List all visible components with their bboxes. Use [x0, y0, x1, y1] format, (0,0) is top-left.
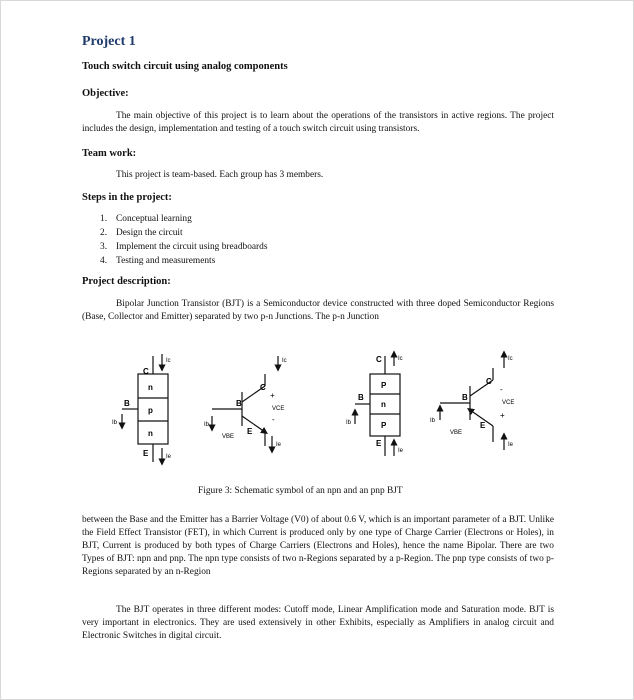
npn-vce-plus: +	[270, 391, 275, 400]
npn-region-middle: p	[148, 406, 153, 415]
pnp-symbol-ib-label: Ib	[430, 418, 436, 424]
npn-block-ie-label: Ie	[166, 454, 172, 460]
project-description-heading: Project description:	[82, 276, 171, 287]
pnp-region-top: P	[381, 381, 387, 390]
objective-heading: Objective:	[82, 88, 129, 99]
page-title: Project 1	[82, 34, 136, 49]
description-paragraph-2: between the Base and the Emitter has a Barrier Voltage (V0) of about 0.6 V, which is an important parameter of a BJT. Unlike the Field Effect Transistor (FET), in which Current is produced only by one type of Charge Carrier (Electrons or Holes), in BJT, Current is produced by both types of Charge Carriers (Electrons and Holes), hence the name Bipolar. There are two Types of BJT: npn and pnp. The npn type consists of two n-Regions separated by a p-Region. The pnp type consists of two p-Regions separated by an n-Region	[82, 515, 554, 577]
pnp-symbol-b-label: B	[462, 393, 468, 402]
list-item: 3. Implement the circuit using breadboards	[100, 242, 268, 252]
steps-heading: Steps in the project:	[82, 192, 172, 203]
pnp-block-ic-label: Ic	[398, 356, 403, 362]
figure-caption: Figure 3: Schematic symbol of an npn and an pnp BJT	[198, 486, 403, 496]
steps-list	[100, 212, 268, 268]
pnp-block-e-label: E	[376, 439, 382, 448]
npn-block-ic-label: Ic	[166, 358, 171, 364]
pnp-vce-plus: +	[500, 411, 505, 420]
npn-block-ib-label: Ib	[112, 420, 118, 426]
npn-region-top: n	[148, 383, 153, 392]
npn-block-c-label: C	[143, 367, 149, 376]
pnp-symbol-e-label: E	[480, 421, 486, 430]
pnp-block-c-label: C	[376, 355, 382, 364]
list-item: 1. Conceptual learning	[100, 214, 192, 224]
description-paragraph-3: The BJT operates in three different modes: Cutoff mode, Linear Amplification mode and Saturation mode. BJT is very important in electronics. They are used extensively in other Exhibits, especially as Amplifiers in analog circuit and Electronic Switches in digital circuit.	[82, 605, 554, 641]
objective-text: The main objective of this project is to learn about the operations of the transistors in active regions. The project includes the design, implementation and testing of a touch switch circuit using transistors.	[82, 111, 554, 134]
pnp-symbol-ie-label: Ie	[508, 442, 514, 448]
pnp-block-ib-label: Ib	[346, 420, 352, 426]
npn-region-bottom: n	[148, 429, 153, 438]
pnp-region-bottom: P	[381, 421, 387, 430]
team-work-text: This project is team-based. Each group has 3 members.	[116, 170, 324, 180]
pnp-region-middle: n	[381, 400, 386, 409]
npn-block-e-label: E	[143, 449, 149, 458]
npn-vce-minus: -	[272, 415, 275, 424]
pnp-vce-minus: -	[500, 385, 503, 394]
npn-symbol-vbe-label: VBE	[222, 434, 235, 440]
team-work-heading: Team work:	[82, 148, 137, 159]
pnp-symbol-vbe-label: VBE	[450, 430, 463, 436]
npn-block-b-label: B	[124, 399, 130, 408]
npn-symbol-ic-label: Ic	[282, 358, 287, 364]
description-paragraph-1: Bipolar Junction Transistor (BJT) is a Semiconductor device constructed with three doped Semiconductor Regions (Base, Collector and Emitter) separated by two p-n Junctions. The p-n Junction	[82, 299, 554, 322]
list-item: 4. Testing and measurements	[100, 256, 216, 266]
pnp-block-ie-label: Ie	[398, 448, 404, 454]
pnp-symbol-c-label: C	[486, 377, 492, 386]
project-subtitle: Touch switch circuit using analog components	[82, 61, 288, 72]
pnp-block-b-label: B	[358, 393, 364, 402]
bjt-figure	[100, 346, 540, 474]
npn-symbol-e-label: E	[247, 427, 253, 436]
npn-symbol-c-label: C	[260, 383, 266, 392]
npn-symbol-vce-label: VCE	[272, 406, 285, 412]
npn-symbol-ie-label: Ie	[276, 442, 282, 448]
pnp-symbol-ic-label: Ic	[508, 356, 513, 362]
npn-symbol-ib-label: Ib	[204, 422, 210, 428]
list-item: 2. Design the circuit	[100, 228, 183, 238]
npn-symbol-b-label: B	[236, 399, 242, 408]
pnp-symbol-vce-label: VCE	[502, 400, 515, 406]
